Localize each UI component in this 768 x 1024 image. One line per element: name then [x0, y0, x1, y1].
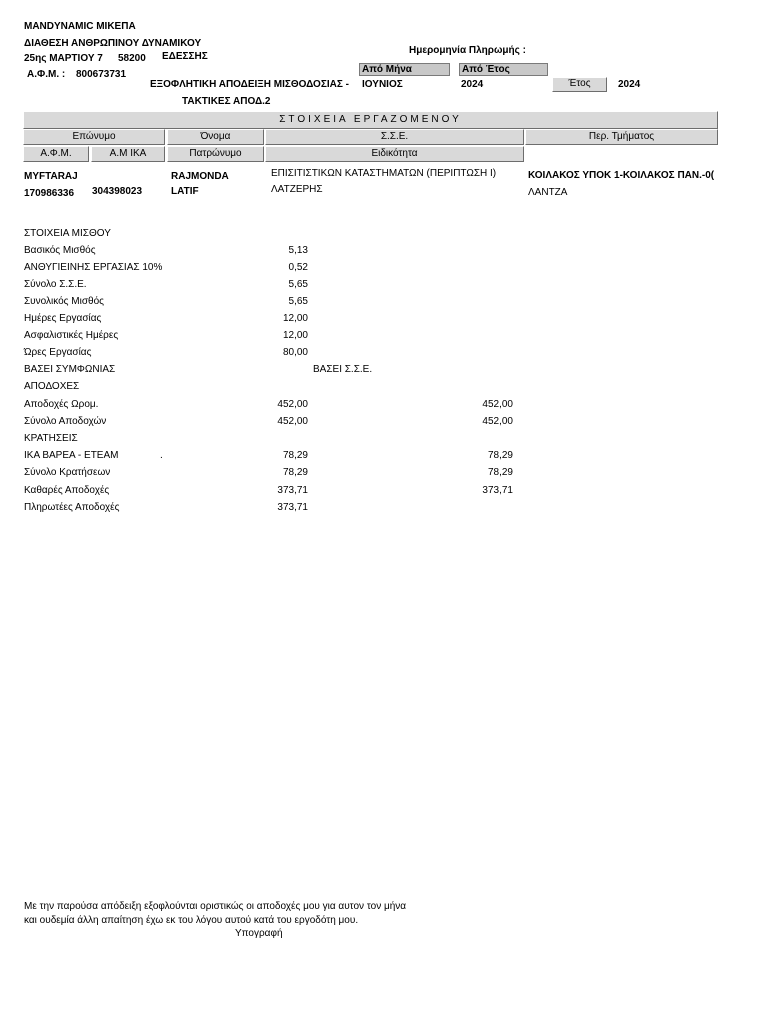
salary-row-value: 12,00: [282, 330, 308, 341]
col-header-afm: Α.Φ.Μ.: [23, 146, 89, 162]
employee-surname: MYFTARAJ: [24, 171, 78, 182]
earnings-row-value-sse: 452,00: [482, 399, 513, 410]
footer-statement-line2: και ουδεμία άλλη απαίτηση έχω εκ του λόγου αυτού κατά του εργοδότη μου.: [24, 915, 359, 926]
salary-row-label: Ημέρες Εργασίας: [24, 313, 102, 324]
document-subtitle: ΤΑΚΤΙΚΕΣ ΑΠΟΔ.2: [182, 96, 271, 107]
col-header-am-ika: Α.Μ ΙΚΑ: [91, 146, 165, 162]
month-value: ΙΟΥΝΙΟΣ: [362, 79, 403, 90]
salary-row-value: 12,00: [282, 313, 308, 324]
deductions-row-mark: .: [160, 450, 163, 461]
document-title: ΕΞΟΦΛΗΤΙΚΗ ΑΠΟΔΕΙΞΗ ΜΙΣΘΟΔΟΣΙΑΣ -: [150, 79, 349, 90]
employee-specialty: ΛΑΤΖΕΡΗΣ: [271, 184, 323, 195]
from-month-label: Από Μήνα: [359, 63, 450, 76]
col-header-sse: Σ.Σ.Ε.: [265, 129, 524, 145]
earnings-row-value-sse: 452,00: [482, 416, 513, 427]
salary-row-value: 5,65: [288, 296, 308, 307]
deductions-row-value-agreement: 78,29: [282, 467, 308, 478]
earnings-row-label: Αποδοχές Ωρομ.: [24, 399, 99, 410]
employee-afm: 170986336: [24, 188, 75, 199]
employee-sse: ΕΠΙΣΙΤΙΣΤΙΚΩΝ ΚΑΤΑΣΤΗΜΑΤΩΝ (ΠΕΡΙΠΤΩΣΗ Ι): [271, 168, 497, 179]
payable-earnings-value: 373,71: [277, 502, 308, 513]
salary-row-label: Βασικός Μισθός: [24, 245, 96, 256]
company-afm: 800673731: [76, 69, 127, 80]
deductions-row-value-sse: 78,29: [487, 467, 513, 478]
col-header-specialty: Ειδικότητα: [265, 146, 524, 162]
company-afm-label: Α.Φ.Μ. :: [27, 69, 66, 80]
net-earnings-value-sse: 373,71: [482, 485, 513, 496]
payment-date-label: Ημερομηνία Πληρωμής :: [409, 45, 526, 56]
company-city: ΕΔΕΣΣΗΣ: [162, 51, 208, 62]
earnings-title: ΑΠΟΔΟΧΕΣ: [24, 381, 80, 392]
deductions-row-value-agreement: 78,29: [282, 450, 308, 461]
footer-statement-line1: Με την παρούσα απόδειξη εξοφλούνται οριστικώς οι αποδοχές μου για αυτον τον μήνα: [24, 901, 407, 912]
col-header-father-name: Πατρώνυμο: [167, 146, 264, 162]
col-header-surname: Επώνυμο: [23, 129, 165, 145]
company-postcode: 58200: [118, 53, 146, 64]
employee-department: ΚΟΙΛΑΚΟΣ ΥΠΟΚ 1-ΚΟΙΛΑΚΟΣ ΠΑΝ.-0(: [528, 170, 715, 181]
company-name: MANDYNAMIC ΜΙΚΕΠΑ: [24, 21, 136, 32]
employee-section-title: ΣΤΟΙΧΕΙΑ ΕΡΓΑΖΟΜΕΝΟΥ: [23, 111, 718, 129]
salary-section-title: ΣΤΟΙΧΕΙΑ ΜΙΣΘΟΥ: [24, 228, 111, 239]
deductions-row-label: ΙΚΑ ΒΑΡΕΑ - ΕΤΕΑΜ: [24, 450, 119, 461]
employee-father-name: LATIF: [171, 186, 199, 197]
salary-row-label: ΑΝΘΥΓΙΕΙΝΗΣ ΕΡΓΑΣΙΑΣ 10%: [24, 262, 163, 273]
salary-row-label: Ασφαλιστικές Ημέρες: [24, 330, 119, 341]
net-earnings-label: Καθαρές Αποδοχές: [24, 485, 110, 496]
salary-row-value: 80,00: [282, 347, 308, 358]
year-value: 2024: [618, 79, 641, 90]
from-year-label: Από Έτος: [459, 63, 548, 76]
salary-row-value: 0,52: [288, 262, 308, 273]
employee-name: RAJMONDA: [171, 171, 229, 182]
signature-label: Υπογραφή: [235, 928, 283, 939]
payable-earnings-label: Πληρωτέες Αποδοχές: [24, 502, 120, 513]
deductions-title: ΚΡΑΤΗΣΕΙΣ: [24, 433, 78, 444]
net-earnings-value-agreement: 373,71: [277, 485, 308, 496]
employee-am-ika: 304398023: [92, 186, 143, 197]
year-button[interactable]: Έτος: [552, 77, 607, 92]
salary-row-label: Ώρες Εργασίας: [24, 347, 92, 358]
from-year-value: 2024: [461, 79, 484, 90]
salary-row-label: Σύνολο Σ.Σ.Ε.: [24, 279, 87, 290]
basis-agreement-label: ΒΑΣΕΙ ΣΥΜΦΩΝΙΑΣ: [24, 364, 116, 375]
company-activity: ΔΙΑΘΕΣΗ ΑΝΘΡΩΠΙΝΟΥ ΔΥΝΑΜΙΚΟΥ: [24, 38, 202, 49]
col-header-name: Όνομα: [167, 129, 264, 145]
salary-row-value: 5,65: [288, 279, 308, 290]
earnings-row-label: Σύνολο Αποδοχών: [24, 416, 107, 427]
earnings-row-value-agreement: 452,00: [277, 399, 308, 410]
col-header-department: Περ. Τμήματος: [525, 129, 718, 145]
earnings-row-value-agreement: 452,00: [277, 416, 308, 427]
employee-specialty-detail: ΛΑΝΤΖΑ: [528, 187, 568, 198]
deductions-row-label: Σύνολο Κρατήσεων: [24, 467, 111, 478]
deductions-row-value-sse: 78,29: [487, 450, 513, 461]
salary-row-value: 5,13: [288, 245, 308, 256]
salary-row-label: Συνολικός Μισθός: [24, 296, 104, 307]
company-street: 25ης ΜΑΡΤΙΟΥ 7: [24, 53, 103, 64]
basis-sse-label: ΒΑΣΕΙ Σ.Σ.Ε.: [313, 364, 373, 375]
